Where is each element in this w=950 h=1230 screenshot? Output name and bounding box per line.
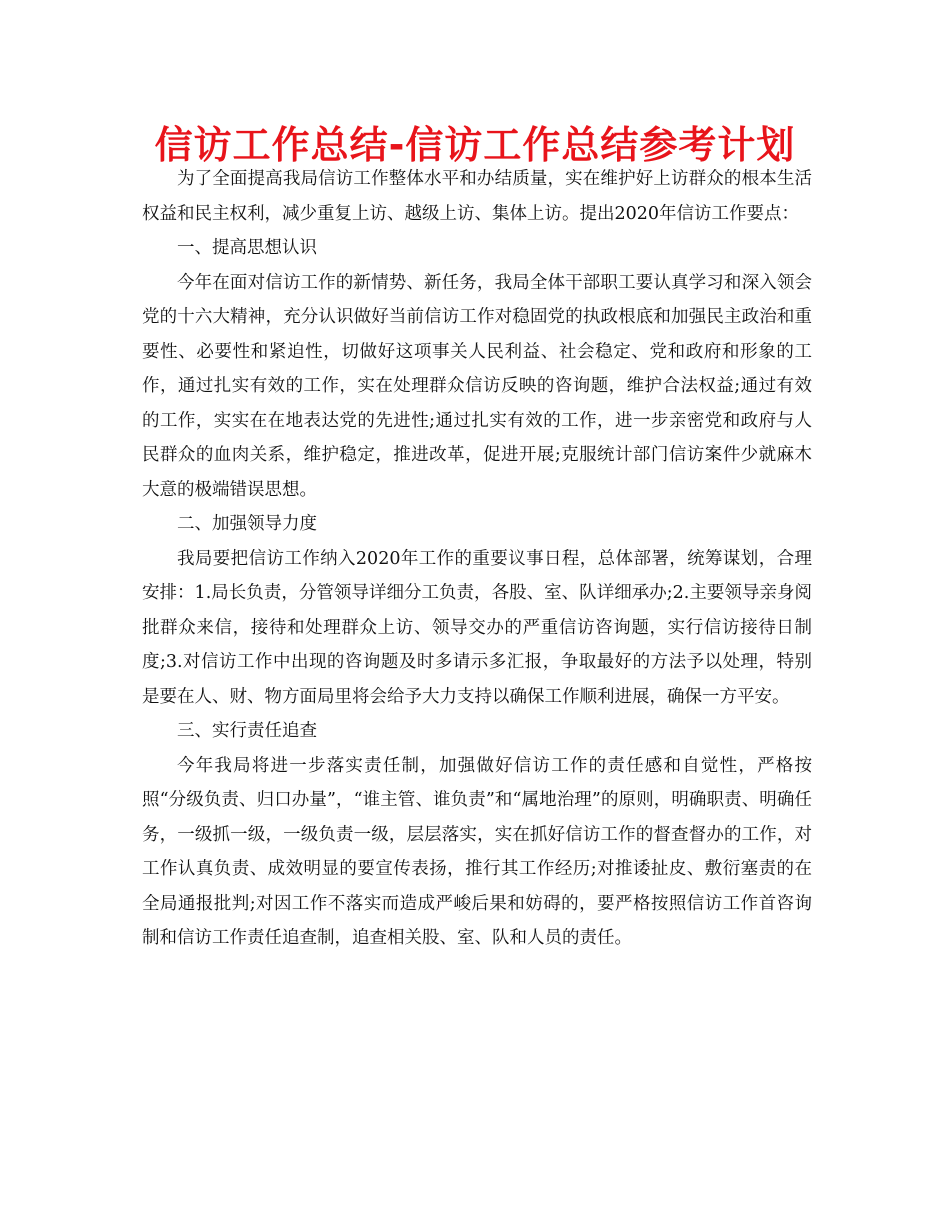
section-paragraph-2: 我局要把信访工作纳入2020年工作的重要议事日程，总体部署，统筹谋划，合理安排：1.局长负责，分管领导详细分工负责，各股、室、队详细承办;2.主要领导亲身阅批群众来信，接待和处理群众上访、领导交办的严重信访咨询题，实行信访接待日制度;3.对信访工作中出现的咨询题及时多请示多汇报，争取最好的方法予以处理，特别是要在人、财、物方面局里将会给予大力支持以确保工作顺利进展，确保一方平安。 (142, 548, 812, 707)
section-heading-1: 一、提高思想认识 (177, 238, 317, 258)
document-title: 信访工作总结-信访工作总结参考计划 (154, 123, 796, 167)
section-heading-3: 三、实行责任追查 (177, 721, 317, 741)
intro-paragraph: 为了全面提高我局信访工作整体水平和办结质量，实在维护好上访群众的根本生活权益和民主权利，减少重复上访、越级上访、集体上访。提出2020年信访工作要点： (142, 169, 812, 224)
document-body (142, 162, 812, 956)
section-paragraph-1: 今年在面对信访工作的新情势、新任务，我局全体干部职工要认真学习和深入领会党的十六大精神，充分认识做好当前信访工作对稳固党的执政根底和加强民主政治和重要性、必要性和紧迫性，切做好这项事关人民利益、社会稳定、党和政府和形象的工作，通过扎实有效的工作，实在处理群众信访反映的咨询题，维护合法权益;通过有效的工作，实实在在地表达党的先进性;通过扎实有效的工作，进一步亲密党和政府与人民群众的血肉关系，维护稳定，推进改革，促进开展;克服统计部门信访案件少就麻木大意的极端错误思想。 (142, 272, 812, 500)
section-heading-2: 二、加强领导力度 (177, 514, 317, 534)
section-paragraph-3: 今年我局将进一步落实责任制，加强做好信访工作的责任感和自觉性，严格按照“分级负责、归口办量”，“谁主管、谁负责”和“属地治理”的原则，明确职责、明确任务，一级抓一级，一级负责一级，层层落实，实在抓好信访工作的督查督办的工作，对工作认真负责、成效明显的要宣传表扬，推行其工作经历;对推诿扯皮、敷衍塞责的在全局通报批判;对因工作不落实而造成严峻后果和妨碍的，要严格按照信访工作首咨询制和信访工作责任追查制，追查相关股、室、队和人员的责任。 (142, 755, 812, 948)
